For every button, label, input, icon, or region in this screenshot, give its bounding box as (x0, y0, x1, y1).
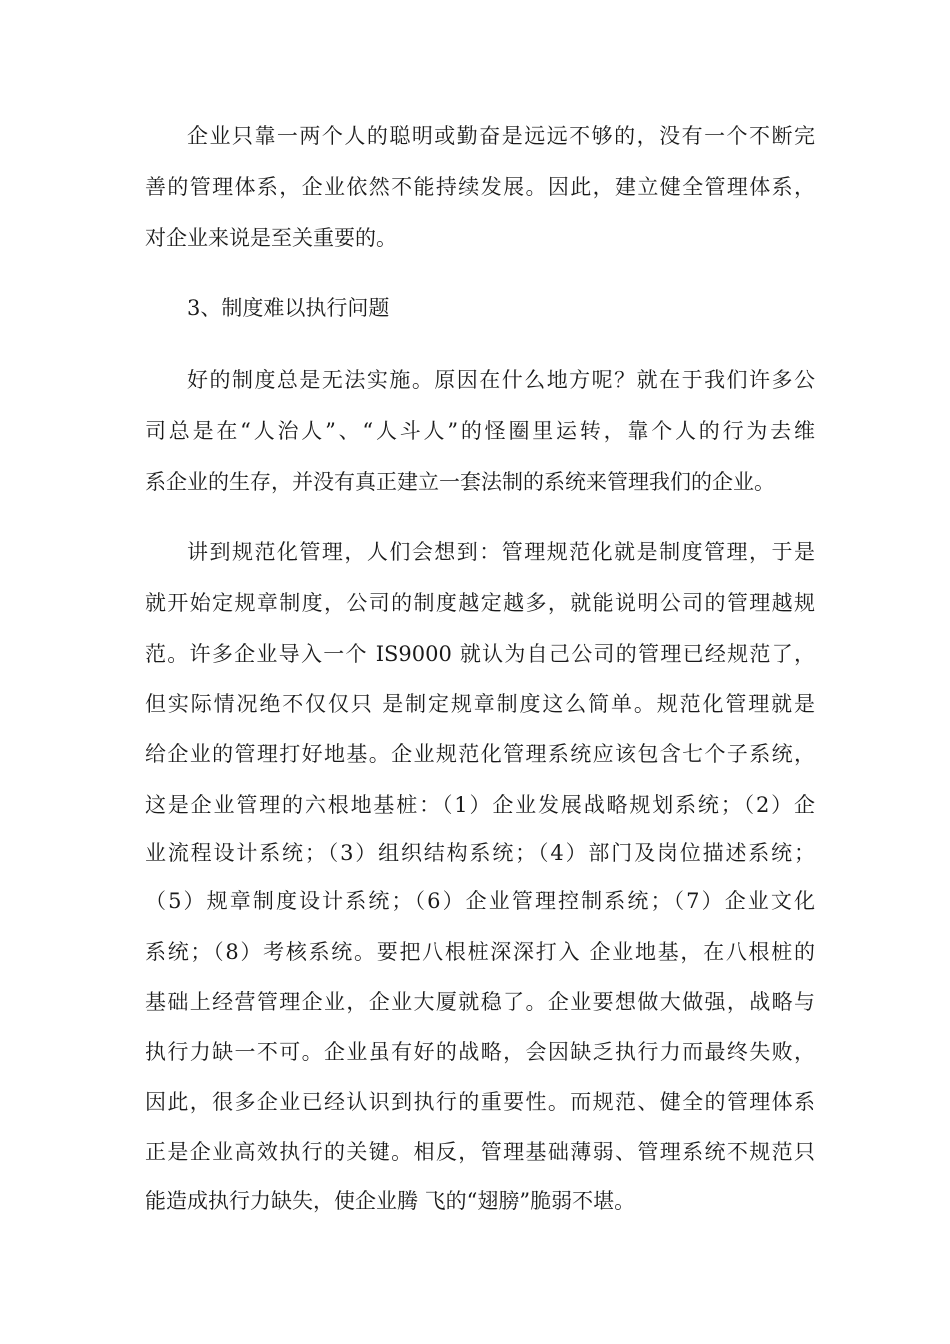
paragraph-3-line-12: 因此，很多企业已经认识到执行的重要性。而规范、健全的管理体系 (145, 1090, 815, 1114)
paragraph-3-line-4: 但实际情况绝不仅仅只 是制定规章制度这么简单。规范化管理就是 (145, 692, 815, 716)
paragraph-2-line-3: 系企业的生存，并没有真正建立一套法制的系统来管理我们的企业。 (145, 470, 775, 494)
paragraph-3-line-7: 业流程设计系统；（3）组织结构系统；（4）部门及岗位描述系统； (145, 841, 815, 865)
paragraph-3-line-2: 就开始定规章制度，公司的制度越定越多，就能说明公司的管理越规 (145, 591, 815, 615)
paragraph-3-line-1: 讲到规范化管理，人们会想到：管理规范化就是制度管理，于是 (187, 540, 815, 564)
paragraph-3-line-6: 这是企业管理的六根地基桩：（1）企业发展战略规划系统；（2）企 (145, 793, 815, 817)
paragraph-3-line-5: 给企业的管理打好地基。企业规范化管理系统应该包含七个子系统， (145, 742, 815, 766)
paragraph-2-line-2: 司总是在“人治人”、“人斗人”的怪圈里运转，靠个人的行为去维 (145, 419, 815, 443)
paragraph-3-line-10: 基础上经营管理企业，企业大厦就稳了。企业要想做大做强，战略与 (145, 990, 815, 1014)
section-heading: 3、制度难以执行问题 (187, 296, 390, 320)
paragraph-2-line-1: 好的制度总是无法实施。原因在什么地方呢？就在于我们许多公 (187, 368, 815, 392)
paragraph-3-line-8: （5）规章制度设计系统；（6）企业管理控制系统；（7）企业文化 (145, 889, 815, 913)
paragraph-1-line-1: 企业只靠一两个人的聪明或勤奋是远远不够的，没有一个不断完 (187, 124, 815, 148)
paragraph-3-line-14: 能造成执行力缺失，使企业腾 飞的“翅膀”脆弱不堪。 (145, 1189, 636, 1213)
paragraph-3-line-3: 范。许多企业导入一个 IS9000 就认为自己公司的管理已经规范了， (145, 642, 815, 666)
paragraph-1-line-2: 善的管理体系，企业依然不能持续发展。因此，建立健全管理体系， (145, 175, 815, 199)
paragraph-3-line-11: 执行力缺一不可。企业虽有好的战略，会因缺乏执行力而最终失败， (145, 1040, 815, 1064)
paragraph-3-line-13: 正是企业高效执行的关键。相反，管理基础薄弱、管理系统不规范只 (145, 1140, 815, 1164)
paragraph-1-line-3: 对企业来说是至关重要的。 (145, 226, 397, 250)
paragraph-3-line-9: 系统；（8）考核系统。要把八根桩深深打入 企业地基，在八根桩的 (145, 940, 815, 964)
